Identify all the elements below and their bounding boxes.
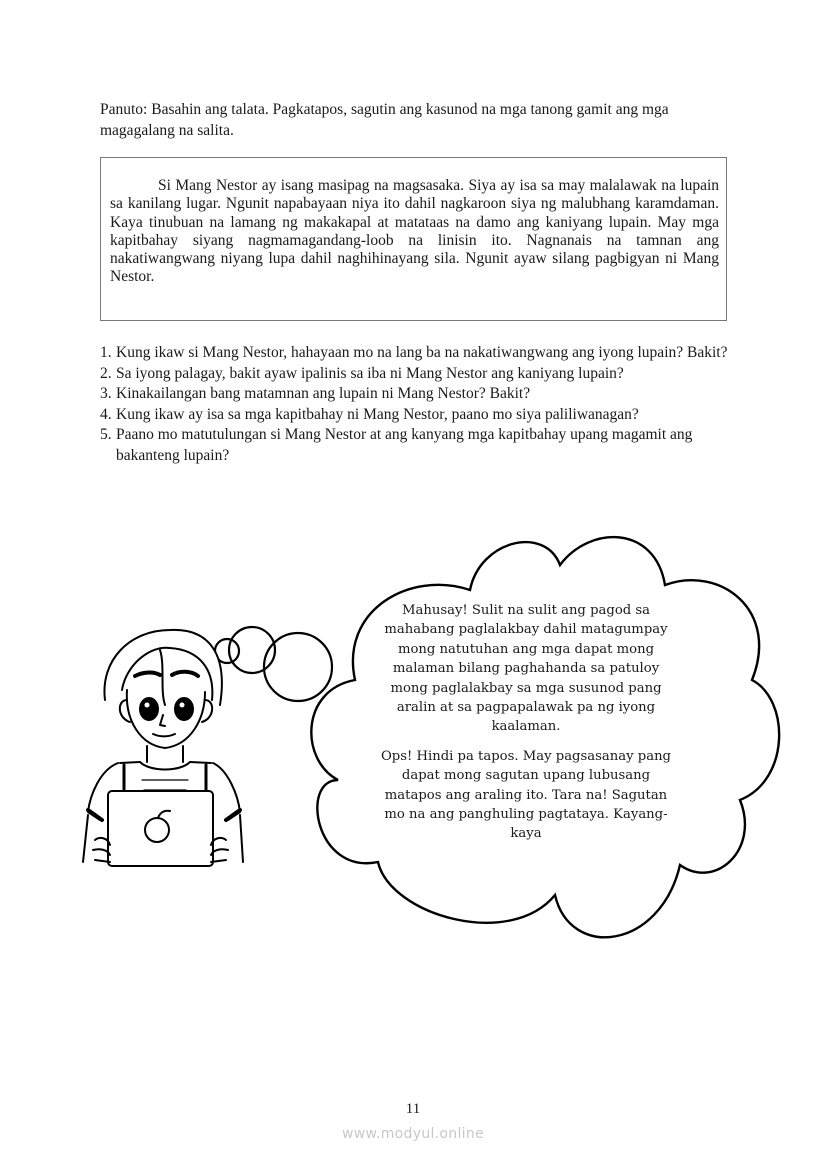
question-item — [100, 405, 728, 426]
question-number: 5. — [100, 426, 112, 444]
question-item — [100, 384, 728, 405]
question-number: 2. — [100, 364, 112, 382]
question-text: Kinakailangan bang matamnan ang lupain ni Mang Nestor? Bakit? — [116, 385, 531, 403]
question-number: 4. — [100, 405, 112, 423]
story-box — [100, 157, 727, 321]
cloud-paragraph-1: Mahusay! Sulit na sulit ang pagod sa mahabang paglalakbay dahil matagumpay mong natutuhan ang mga dapat mong malaman bilang paghahanda sa patuloy mong paglalakbay sa mga susunod pang aralin at sa pagpapalawak pa ng iyong kaalaman. — [384, 603, 668, 735]
boy-character-icon — [83, 630, 243, 866]
question-list — [100, 343, 728, 467]
question-text: Kung ikaw si Mang Nestor, hahayaan mo na lang ba na nakatiwangwang ang iyong lupain? Bakit? — [116, 344, 728, 361]
question-item — [100, 343, 728, 364]
question-number: 1. — [100, 344, 112, 361]
question-text: Paano mo matutulungan si Mang Nestor at ang kanyang mga kapitbahay upang magamit ang bakanteng lupain? — [116, 426, 693, 464]
tablet-icon — [108, 791, 213, 866]
thought-bubbles-icon — [215, 627, 332, 701]
question-item — [100, 364, 728, 385]
question-text: Kung ikaw ay isa sa mga kapitbahay ni Mang Nestor, paano mo siya paliliwanagan? — [116, 405, 639, 423]
thought-cloud-text — [380, 601, 672, 856]
question-number: 3. — [100, 385, 112, 403]
watermark: www.modyul.online — [342, 1126, 484, 1142]
question-item — [100, 425, 728, 466]
page-number: 11 — [405, 1101, 421, 1117]
cloud-paragraph-2: Ops! Hindi pa tapos. May pagsasanay pang dapat mong sagutan upang lubusang matapos ang araling ito. Tara na! Sagutan mo na ang panghuling pagtataya. Kayang-kaya — [380, 748, 671, 842]
story-paragraph: Si Mang Nestor ay isang masipag na magsasaka. Siya ay isa sa may malalawak na lupain sa kanilang lugar. Ngunit napabayaan niya ito dahil nagkaroon siya ng malubhang karamdaman. Kaya tinubuan na lamang ng makakapal at matataas na damo ang kaniyang lupain. May mga kapitbahay siyang nagmamagandang-loob na linisin ito. Nagnanais na tamnan ang nakatiwangwang niyang lupa dahil naghihinayang sila. Ngunit ayaw silang pagbigyan ni Mang Nestor. — [110, 177, 719, 286]
question-text: Sa iyong palagay, bakit ayaw ipalinis sa iba ni Mang Nestor ang kaniyang lupain? — [116, 364, 624, 382]
instructions-text: Panuto: Basahin ang talata. Pagkatapos, sagutin ang kasunod na mga tanong gamit ang mga magagalang na salita. — [100, 101, 669, 139]
